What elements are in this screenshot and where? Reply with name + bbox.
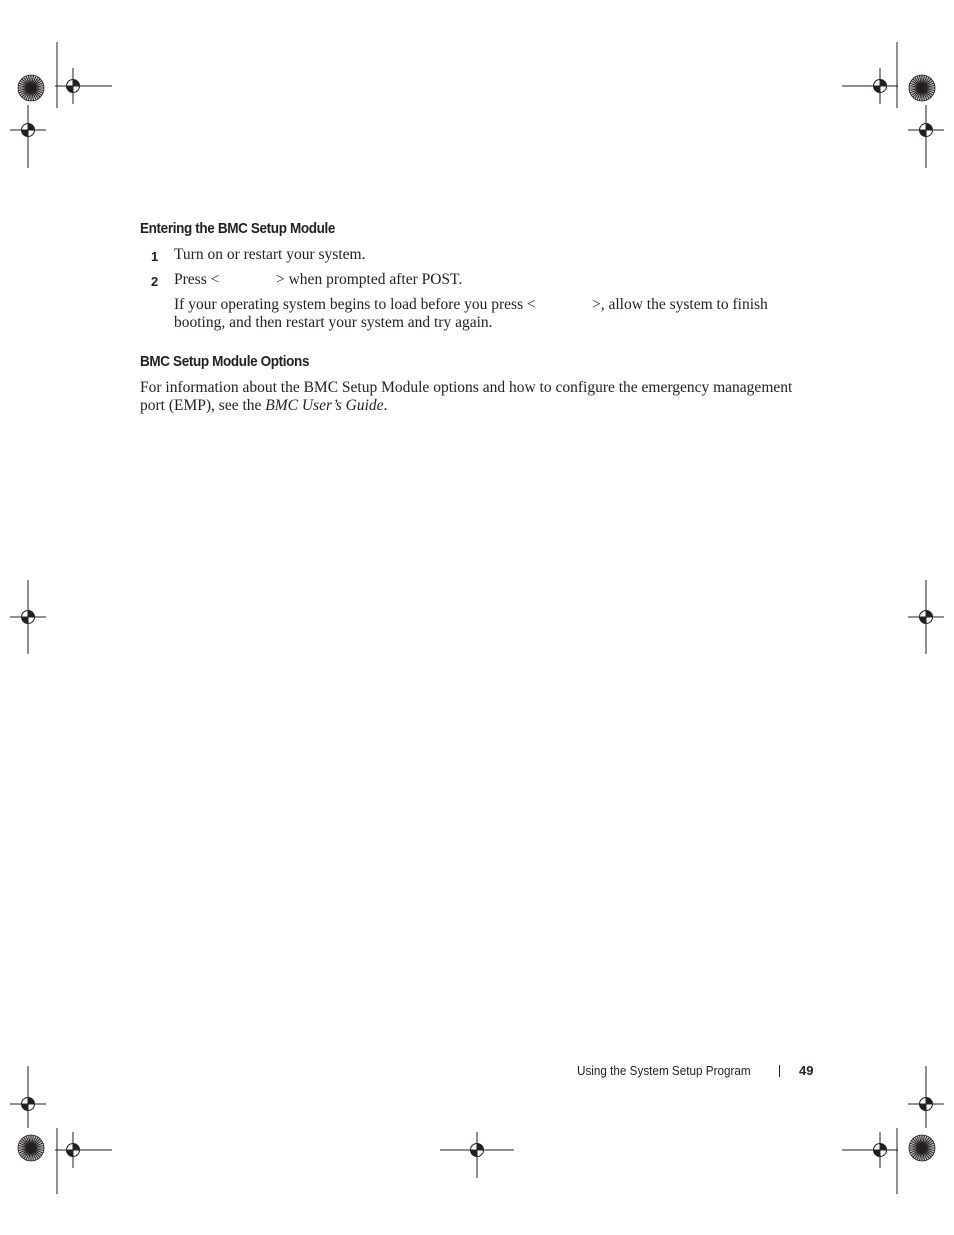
step-number: 2 <box>151 274 159 289</box>
step-text: Turn on or restart your system. <box>174 246 366 263</box>
paragraph-line <box>140 397 387 415</box>
step-number: 1 <box>151 249 159 264</box>
note-line: booting, and then restart your system and try again. <box>174 314 493 331</box>
note-line-end: >, allow the system to finish <box>592 296 768 313</box>
registration-crosshair-icon <box>10 1086 46 1122</box>
registration-crosshair-icon <box>10 112 46 148</box>
step-text-end: > when prompted after POST. <box>276 271 463 288</box>
section-heading-entering-bmc: Entering the BMC Setup Module <box>140 220 336 237</box>
section-heading-bmc-options: BMC Setup Module Options <box>140 353 310 370</box>
registration-crosshair-icon <box>908 1086 944 1122</box>
starburst-target-icon <box>909 1135 935 1161</box>
guide-title: BMC User’s Guide <box>265 397 384 414</box>
footer-chapter-title: Using the System Setup Program <box>577 1063 751 1078</box>
footer-separator <box>779 1065 780 1077</box>
registration-crosshair-icon <box>10 599 46 635</box>
paragraph-text: . <box>383 397 388 414</box>
registration-crosshair-icon <box>55 68 91 104</box>
registration-crosshair-icon <box>459 1132 495 1168</box>
registration-crosshair-icon <box>862 68 898 104</box>
starburst-target-icon <box>18 75 44 101</box>
registration-crosshair-icon <box>908 112 944 148</box>
note-line-start: If your operating system begins to load before you press < <box>174 296 536 313</box>
page-number: 49 <box>799 1063 814 1078</box>
registration-crosshair-icon <box>908 599 944 635</box>
step-text-start: Press < <box>174 271 220 288</box>
registration-crosshair-icon <box>55 1132 91 1168</box>
registration-crosshair-icon <box>862 1132 898 1168</box>
starburst-target-icon <box>909 75 935 101</box>
paragraph-text: port (EMP), see the <box>140 397 266 414</box>
paragraph-line: For information about the BMC Setup Module options and how to configure the emergency management <box>140 379 793 396</box>
starburst-target-icon <box>18 1135 44 1161</box>
